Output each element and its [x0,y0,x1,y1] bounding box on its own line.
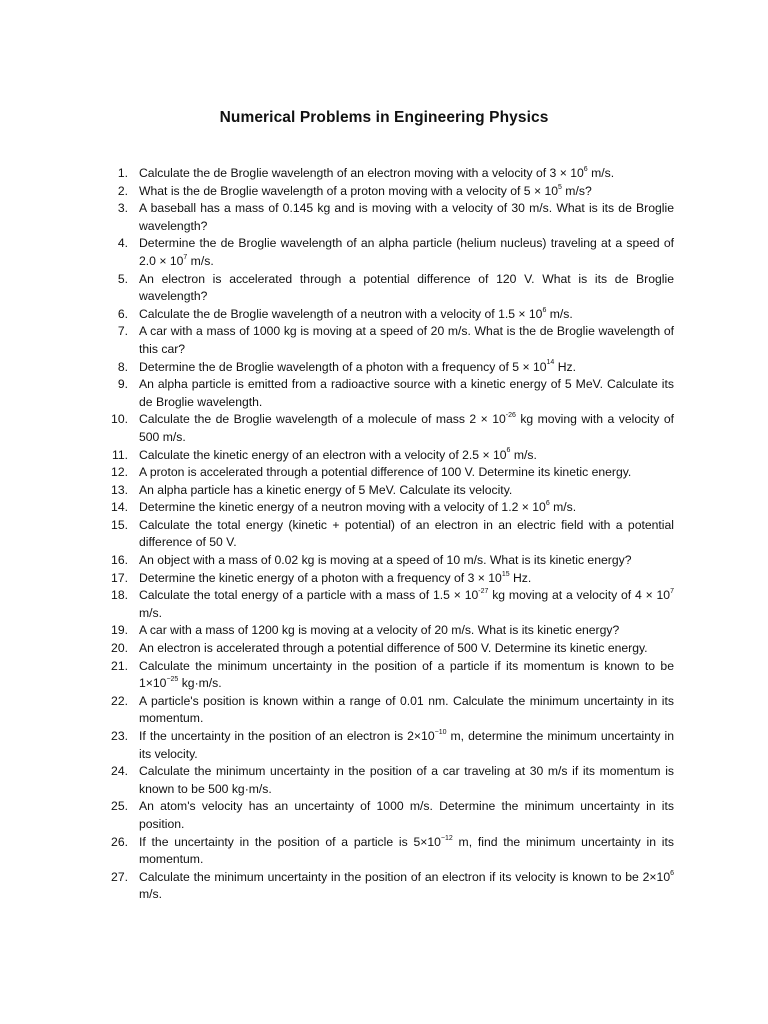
problem-item [104,323,674,358]
problem-text-run: m/s. [139,605,163,620]
problem-text [139,641,648,655]
problem-text-run: m/s. [587,166,615,180]
problem-text [139,764,674,796]
exponent: −10 [434,728,447,736]
problem-text-run: A car with a mass of 1000 kg is moving at a speed of 20 m/s. What is the de Broglie wavelength of this car? [139,324,674,356]
problem-number: 26. [111,834,128,849]
problem-number: 4. [117,236,128,251]
problem-text [139,184,592,198]
problem-number: 20. [111,641,128,656]
problem-text [139,465,631,479]
problem-item [104,728,674,763]
problem-text-run: m/s. [139,887,163,902]
exponent: 6 [545,500,550,508]
problem-number: 17. [111,570,128,585]
exponent: 6 [670,869,674,877]
problem-number: 9. [117,377,128,392]
problem-item [104,763,674,798]
problem-text [139,448,537,462]
problem-item [104,552,674,570]
problem-number: 5. [117,271,128,286]
exponent: 6 [542,306,547,314]
problem-text [139,870,674,902]
problem-text-run: m, find the minimum uncertainty in its momentum. [139,834,674,867]
problem-text [139,324,674,356]
problem-text-run: kg·m/s. [178,676,222,691]
problem-item [104,271,674,306]
problem-text [139,518,674,550]
exponent: 5 [558,183,562,191]
problem-text [139,553,631,567]
problem-number: 7. [117,324,128,339]
problem-item [104,499,674,517]
problem-item [104,570,674,588]
problem-text [139,729,674,761]
problem-text-run: A particle's position is known within a range of 0.01 nm. Calculate the minimum uncertainty in its momentum. [139,693,674,726]
problem-text [139,835,674,867]
problem-text-run: m/s. [546,306,573,321]
problem-number: 21. [111,658,128,673]
exponent: 6 [506,447,511,455]
problem-number: 8. [117,359,128,374]
problem-item [104,447,674,465]
problem-number: 25. [111,799,128,814]
problem-number: 2. [117,183,128,198]
problem-text [139,412,674,444]
problem-text [139,360,576,374]
problem-item [104,622,674,640]
problem-item [104,165,674,183]
exponent: 15 [501,570,510,578]
problem-text [139,307,573,321]
exponent: −25 [166,676,179,684]
problem-text-run: Calculate the minimum uncertainty in the position of a particle if its momentum is known to be 1×10 [139,658,674,691]
problem-text [139,694,674,726]
exponent: 7 [183,253,188,261]
problem-number: 12. [111,465,128,480]
problem-text [139,377,674,409]
exponent: 6 [583,165,588,173]
problem-text-run: kg moving with a velocity of 500 m/s. [139,412,674,444]
problem-number: 22. [111,693,128,708]
problem-text-run: Determine the de Broglie wavelength of an alpha particle (helium nucleus) traveling at a speed of 2.0 × 10 [139,236,674,268]
problem-text-run: Determine the de Broglie wavelength of a photon with a frequency of 5 × 10 [139,359,547,374]
problem-number: 10. [111,412,128,427]
problem-text-run: Calculate the minimum uncertainty in the position of a car traveling at 30 m/s if its momentum is known to be 500 kg·m/s. [139,764,674,796]
problem-number: 24. [111,764,128,779]
problem-text-run: Hz. [554,359,576,374]
page-title: Numerical Problems in Engineering Physics [219,109,549,126]
problem-number: 1. [117,166,128,180]
problem-text-run: Calculate the total energy of a particle with a mass of 1.5 × 10 [139,588,479,603]
problem-number: 15. [111,517,128,532]
problem-number: 11. [111,447,128,462]
problem-item [104,200,674,235]
problem-text [139,659,674,691]
problem-item [104,359,674,377]
exponent: 7 [670,588,674,596]
problem-item [104,235,674,270]
problem-item [104,640,674,658]
problem-number: 23. [111,729,128,743]
problem-text-run: Calculate the kinetic energy of an electron with a velocity of 2.5 × 10 [139,447,507,462]
problem-item [104,376,674,411]
problem-text-run: Determine the kinetic energy of a neutron moving with a velocity of 1.2 × 10 [139,500,546,515]
problem-item [104,464,674,482]
problem-number: 13. [111,482,128,497]
problem-number: 19. [111,623,128,638]
problem-list [104,165,674,904]
problem-item [104,482,674,500]
problem-text-run: Calculate the de Broglie wavelength of a neutron with a velocity of 1.5 × 10 [139,306,543,321]
problem-text-run: An alpha particle has a kinetic energy of 5 MeV. Calculate its velocity. [139,482,513,497]
problem-text-run: Calculate the minimum uncertainty in the position of an electron if its velocity is known to be 2×10 [139,869,671,884]
problem-text-run: An alpha particle is emitted from a radioactive source with a kinetic energy of 5 MeV. Calculate its de Broglie wavelength. [139,377,674,409]
exponent: −12 [440,834,453,842]
problem-number: 3. [117,201,128,216]
problem-item [104,693,674,728]
problem-number: 27. [111,869,128,884]
problem-text [139,500,576,514]
problem-number: 6. [117,306,128,321]
problem-item [104,834,674,869]
problem-item [104,587,674,622]
problem-text-run: Calculate the de Broglie wavelength of a molecule of mass 2 × 10 [139,412,506,427]
problem-text-run: An electron is accelerated through a potential difference of 500 V. Determine its kinetic energy. [139,641,648,656]
problem-item [104,306,674,324]
problem-text-run: m, determine the minimum uncertainty in its velocity. [139,729,674,761]
problem-item [104,869,674,904]
problem-text-run: If the uncertainty in the position of a particle is 5×10 [139,834,441,849]
problem-item [104,517,674,552]
problem-text-run: m/s? [561,183,592,198]
exponent: -26 [505,412,516,420]
problem-text-run: An object with a mass of 0.02 kg is moving at a speed of 10 m/s. What is its kinetic energy? [139,553,632,568]
problem-text [139,272,674,304]
problem-text [139,588,674,620]
problem-text-run: m/s. [187,253,214,268]
exponent: -27 [478,588,489,596]
problem-number: 18. [111,588,128,603]
problem-item [104,183,674,201]
problem-text [139,483,512,497]
problem-text [139,201,674,233]
problem-text-run: A proton is accelerated through a potential difference of 100 V. Determine its kinetic energy. [139,465,632,480]
problem-text-run: Calculate the de Broglie wavelength of an electron moving with a velocity of 3 × 10 [139,166,584,180]
problem-text-run: If the uncertainty in the position of an electron is 2×10 [139,729,435,743]
problem-text [139,166,614,180]
problem-text-run: Calculate the total energy (kinetic + potential) of an electron in an electric field with a potential difference of 50 V. [139,517,674,550]
problem-number: 16. [111,553,128,568]
problem-text [139,623,619,637]
problem-text-run: A baseball has a mass of 0.145 kg and is moving with a velocity of 30 m/s. What is its de Broglie wavelength? [139,201,674,233]
problem-text [139,799,674,831]
exponent: 14 [546,359,555,367]
problem-number: 14. [111,500,128,515]
problem-text-run: What is the de Broglie wavelength of a proton moving with a velocity of 5 × 10 [139,183,559,198]
problem-text-run: An atom's velocity has an uncertainty of 1000 m/s. Determine the minimum uncertainty in its position. [139,799,674,831]
problem-text-run: m/s. [549,500,577,515]
problem-text-run: A car with a mass of 1200 kg is moving at a velocity of 20 m/s. What is its kinetic energy? [139,623,620,638]
problem-text [139,236,674,268]
problem-text-run: kg moving at a velocity of 4 × 10 [488,588,671,603]
problem-item [104,411,674,446]
problem-text-run: m/s. [510,447,537,462]
problem-text-run: Determine the kinetic energy of a photon with a frequency of 3 × 10 [139,570,502,585]
problem-text-run: Hz. [509,570,532,585]
problem-text-run: An electron is accelerated through a potential difference of 120 V. What is its de Broglie wavelength? [139,271,674,304]
problem-text [139,571,531,585]
problem-item [104,658,674,693]
problem-item [104,798,674,833]
